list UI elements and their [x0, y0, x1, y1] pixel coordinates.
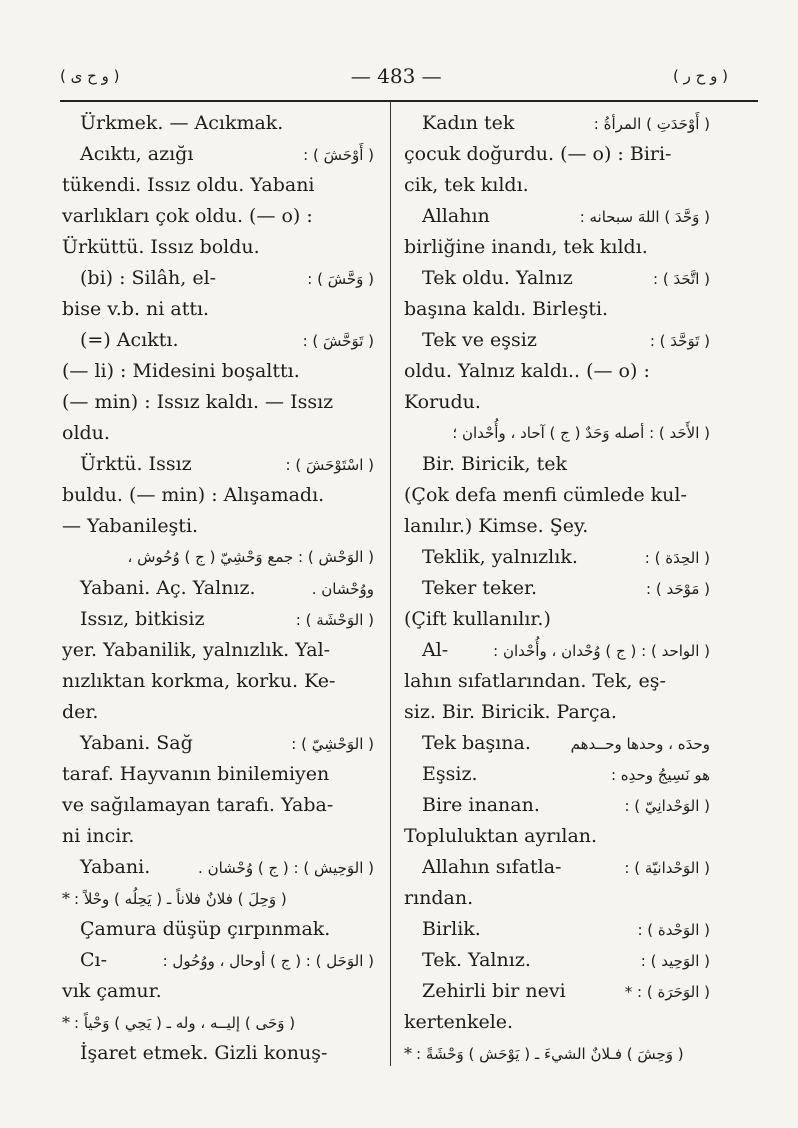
entry-line — [62, 883, 374, 914]
entry-line — [404, 1007, 710, 1038]
entry-text: Yabani. — [80, 856, 151, 878]
entry-text: Yabani. Aç. Yalnız. — [80, 577, 256, 599]
entry-line — [404, 697, 710, 728]
arabic-headword: ( الوَحْدانيّة ) : — [624, 859, 710, 877]
entry-text: oldu. — [62, 422, 110, 444]
entry-text: Topluluktan ayrılan. — [404, 825, 598, 847]
entry-text: Cı- — [80, 949, 108, 971]
entry-line — [404, 604, 710, 635]
entry-line — [404, 945, 710, 976]
entry-line — [62, 821, 374, 852]
entry-line — [62, 325, 374, 356]
column-divider — [390, 101, 391, 1066]
entry-text: bise v.b. ni attı. — [62, 298, 210, 320]
arabic-headword: ( أَوْحَشَ ) : — [303, 146, 374, 164]
arabic-headword: ( الوَحَرَة ) : * — [624, 983, 710, 1001]
entry-text: varlıkları çok oldu. (— o) : — [62, 205, 313, 227]
entry-line — [404, 573, 710, 604]
entry-line — [62, 542, 374, 573]
arabic-headword: ( وَحَّدَ ) اللهَ سبحانه : — [579, 208, 710, 226]
entry-line — [404, 542, 710, 573]
entry-text: Çamura düşüp çırpınmak. — [80, 918, 331, 940]
entry-text: (— min) : Issız kaldı. — Issız — [62, 391, 334, 413]
entry-text: Issız, bitkisiz — [80, 608, 205, 630]
arabic-headword: ( اتَّحَدَ ) : — [653, 270, 710, 288]
entry-text: (Çift kullanılır.) — [404, 608, 551, 630]
entry-line — [62, 573, 374, 604]
entry-text: Teker teker. — [422, 577, 537, 599]
entry-line — [62, 294, 374, 325]
right-root-label: ( و ح ر ) — [673, 67, 728, 85]
entry-line — [404, 480, 710, 511]
arabic-headword: ( أَوْحَدَتِ ) المرأةُ : — [593, 115, 710, 133]
entry-text: Tek. Yalnız. — [422, 949, 531, 971]
entry-text: Birlik. — [422, 918, 481, 940]
entry-text: Allahın sıfatla- — [422, 856, 562, 878]
entry-line — [404, 821, 710, 852]
entry-line — [62, 666, 374, 697]
entry-text: başına kaldı. Birleşti. — [404, 298, 609, 320]
entry-line — [62, 232, 374, 263]
entry-text: buldu. (— min) : Alışamadı. — [62, 484, 325, 506]
entry-line — [404, 790, 710, 821]
entry-text: (— li) : Midesini boşalttı. — [62, 360, 300, 382]
entry-text: Zehirli bir nevi — [422, 980, 566, 1002]
entry-text: (Çok defa menfi cümlede kul- — [404, 484, 687, 506]
entry-text: birliğine inandı, tek kıldı. — [404, 236, 648, 258]
entry-text: Ürktü. Issız — [80, 453, 192, 475]
entry-text: Ürkmek. — Acıkmak. — [80, 112, 284, 134]
entry-line — [62, 945, 374, 976]
arabic-headword: ( الوَحْش ) : جمع وَحْشِيّ ( ج ) وُحُوش ، — [127, 548, 374, 566]
entry-text: (bi) : Silâh, el- — [80, 267, 217, 289]
entry-star: * — [404, 1044, 412, 1063]
entry-text: Yabani. Sağ — [80, 732, 193, 754]
entry-text: ni incir. — [62, 825, 135, 847]
entry-text: oldu. Yalnız kaldı.. (— o) : — [404, 360, 650, 382]
entry-line — [404, 635, 710, 666]
entry-line — [62, 201, 374, 232]
entry-line — [404, 759, 710, 790]
arabic-headword: ( وَحِشَ ) فـلانٌ الشيءَ ـ ( يَوْحَش ) وَحْشَةً : — [416, 1045, 684, 1063]
entry-text: cik, tek kıldı. — [404, 174, 529, 196]
entry-text: Bire inanan. — [422, 794, 540, 816]
entry-line — [404, 976, 710, 1007]
entry-text: lanılır.) Kimse. Şey. — [404, 515, 589, 537]
entry-line — [62, 263, 374, 294]
arabic-headword: ( الوَحِيش ) : ( ج ) وُحْشان . — [198, 859, 374, 877]
arabic-headword: ( الوَحْشَة ) : — [295, 611, 374, 629]
entry-line — [404, 883, 710, 914]
entry-line — [62, 449, 374, 480]
arabic-headword: ( وَحِلَ ) فلانٌ فلاناً ـ ( يَحِلُه ) وحْلاً : — [74, 890, 287, 908]
entry-text: Acıktı, azığı — [80, 143, 194, 165]
right-column — [404, 108, 710, 1069]
entry-line — [404, 728, 710, 759]
entry-text: Eşsiz. — [422, 763, 478, 785]
entry-text: çocuk doğurdu. (— o) : Biri- — [404, 143, 672, 165]
entry-text: taraf. Hayvanın binilemiyen — [62, 763, 330, 785]
entry-text: Tek oldu. Yalnız — [422, 267, 573, 289]
entry-text: Korudu. — [404, 391, 481, 413]
entry-text: siz. Bir. Biricik. Parça. — [404, 701, 617, 723]
header-rule — [60, 100, 758, 102]
entry-line — [62, 480, 374, 511]
left-column — [62, 108, 374, 1069]
entry-line — [62, 728, 374, 759]
entry-line — [62, 1007, 374, 1038]
entry-text: ve sağılamayan tarafı. Yaba- — [62, 794, 334, 816]
entry-line — [62, 759, 374, 790]
entry-line — [62, 635, 374, 666]
entry-text: Tek ve eşsiz — [422, 329, 537, 351]
entry-text: Allahın — [422, 205, 490, 227]
entry-text: rından. — [404, 887, 474, 909]
entry-line — [62, 914, 374, 945]
entry-line — [404, 139, 710, 170]
entry-text: yer. Yabanilik, yalnızlık. Yal- — [62, 639, 331, 661]
arabic-headword: ( الوَحْدة ) : — [637, 921, 710, 939]
page-header — [60, 58, 728, 94]
entry-line — [62, 511, 374, 542]
entry-text: — Yabanileşti. — [62, 515, 199, 537]
entry-line — [404, 914, 710, 945]
entry-line — [404, 511, 710, 542]
entry-text: tükendi. Issız oldu. Yabani — [62, 174, 315, 196]
entry-text: nızlıktan korkma, korku. Ke- — [62, 670, 336, 692]
page-number: — 483 — — [350, 64, 442, 88]
entry-line — [62, 604, 374, 635]
arabic-headword: هو نَسِيجُ وحدِه : — [610, 766, 710, 784]
entry-text: vık çamur. — [62, 980, 162, 1002]
arabic-headword: ( تَوَحَّدَ ) : — [649, 332, 710, 350]
entry-text: Kadın tek — [422, 112, 515, 134]
entry-text: Ürküttü. Issız boldu. — [62, 236, 260, 258]
arabic-headword: وحدَه ، وحدها وحــدهم — [570, 735, 710, 753]
entry-line — [62, 387, 374, 418]
entry-text: Tek başına. — [422, 732, 531, 754]
arabic-headword: ( الحِدَة ) : — [644, 549, 710, 567]
entry-line — [404, 387, 710, 418]
arabic-headword: ( تَوَحَّشَ ) : — [302, 332, 374, 350]
entry-text: lahın sıfatlarından. Tek, eş- — [404, 670, 666, 692]
entry-text: Bir. Biricik, tek — [422, 453, 568, 475]
entry-line — [404, 418, 710, 449]
arabic-headword: ( اسْتَوْحَشَ ) : — [285, 456, 374, 474]
entry-line — [404, 1038, 710, 1069]
entry-line — [404, 356, 710, 387]
left-root-label: ( و ح ى ) — [60, 67, 120, 85]
entry-line — [62, 139, 374, 170]
entry-text: kertenkele. — [404, 1011, 514, 1033]
entry-line — [404, 263, 710, 294]
entry-line — [404, 170, 710, 201]
entry-text: Al- — [422, 639, 449, 661]
entry-star: * — [62, 1013, 70, 1032]
entry-line — [62, 356, 374, 387]
entry-line — [62, 418, 374, 449]
entry-line — [404, 108, 710, 139]
entry-line — [62, 697, 374, 728]
arabic-headword: ( الأَحَد ) : أصله وَحَدٌ ( ج ) آحاد ، وأُحْدان ؛ — [452, 424, 710, 442]
entry-line — [404, 294, 710, 325]
arabic-headword: ( الوَحِيد ) : — [640, 952, 710, 970]
entry-line — [404, 449, 710, 480]
entry-text: Teklik, yalnızlık. — [422, 546, 578, 568]
entry-line — [62, 1038, 374, 1069]
arabic-headword: ( مَوْحَد ) : — [646, 580, 710, 598]
entry-line — [404, 201, 710, 232]
arabic-headword: ووُحْشان . — [311, 580, 374, 598]
entry-line — [62, 976, 374, 1007]
arabic-headword: ( الوَحْشِيّ ) : — [291, 735, 374, 753]
entry-line — [62, 108, 374, 139]
entry-text: İşaret etmek. Gizli konuş- — [80, 1042, 328, 1064]
entry-text: der. — [62, 701, 99, 723]
arabic-headword: ( وَحَّشَ ) : — [307, 270, 374, 288]
entry-line — [404, 666, 710, 697]
entry-line — [62, 170, 374, 201]
entry-line — [404, 232, 710, 263]
arabic-headword: ( الوَحْدانِيّ ) : — [624, 797, 710, 815]
arabic-headword: ( الواحد ) : ( ج ) وُحْدان ، وأُحْدان : — [493, 642, 710, 660]
entry-line — [404, 325, 710, 356]
entry-text: (=) Acıktı. — [80, 329, 179, 351]
entry-line — [62, 852, 374, 883]
entry-star: * — [62, 889, 70, 908]
arabic-headword: ( وَحَى ) إليــه ، وله ـ ( يَحِي ) وَحْياً : — [74, 1014, 296, 1032]
entry-line — [62, 790, 374, 821]
entry-line — [404, 852, 710, 883]
arabic-headword: ( الوَحَل ) : ( ج ) أوحال ، ووُحُول : — [162, 952, 374, 970]
